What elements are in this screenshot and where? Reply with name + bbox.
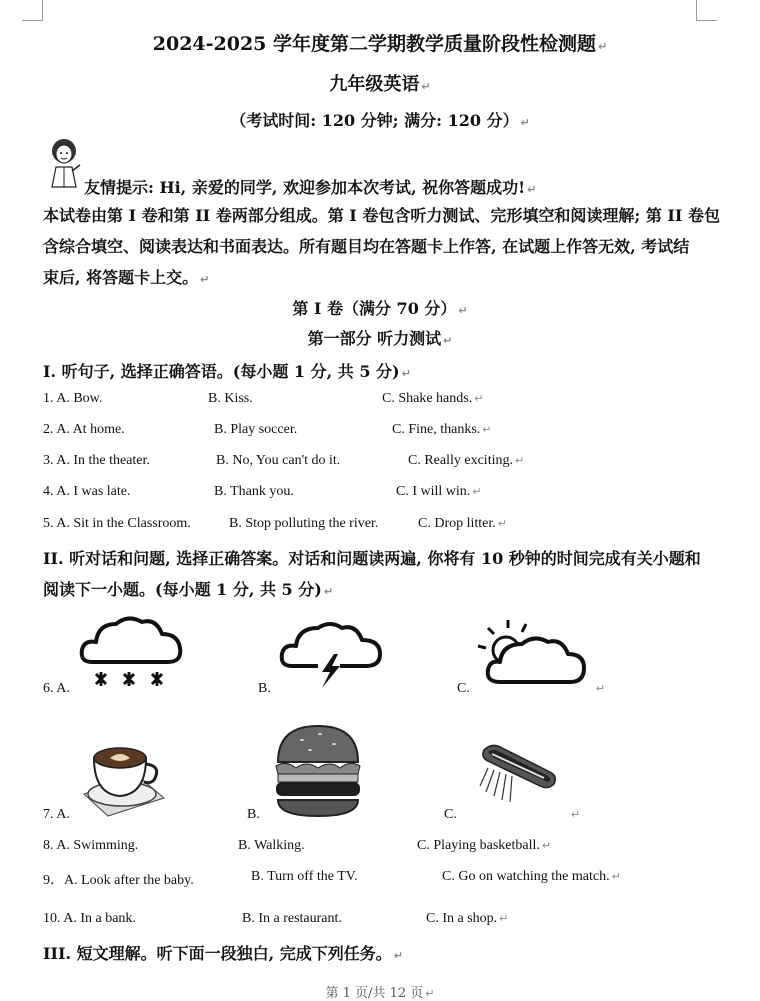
q8-option-b: B. Walking.	[238, 838, 305, 853]
section1-title: 第一部分 听力测试 ↵	[307, 329, 453, 348]
exam-info: （考试时间: 120 分钟; 满分: 120 分） ↵	[230, 111, 530, 130]
q8-option-c: C. Playing basketball. ↵	[417, 838, 552, 853]
q3-option-c: C. Really exciting. ↵	[408, 453, 525, 468]
q4-option-c: C. I will win. ↵	[396, 484, 482, 499]
q10-option-b: B. In a restaurant.	[242, 911, 342, 926]
part1-title: 第 Ⅰ 卷（满分 70 分） ↵	[292, 299, 468, 318]
q9-option-a: 9．A. Look after the baby.	[43, 873, 194, 888]
q7-option-c: C. ↵	[444, 807, 581, 822]
q9-option-b: B. Turn off the TV.	[251, 869, 358, 884]
thunder-cloud-icon	[278, 620, 384, 692]
q7-option-a: 7. A.	[43, 807, 70, 822]
crop-mark-left	[22, 0, 43, 21]
intro-line-1: 本试卷由第 I 卷和第 II 卷两部分组成。第 I 卷包含听力测试、完形填空和阅读理解; 第 II 卷包	[43, 206, 720, 225]
q1-option-b: B. Kiss.	[208, 391, 253, 406]
q2-option-c: C. Fine, thanks. ↵	[392, 422, 492, 437]
q10-option-a: 10. A. In a bank.	[43, 911, 136, 926]
exam-title: 2024-2025 学年度第二学期教学质量阶段性检测题 ↵	[152, 33, 608, 55]
section3-question: III. 短文理解。听下面一段独白, 完成下列任务。 ↵	[43, 944, 403, 963]
q8-option-a: 8. A. Swimming.	[43, 838, 139, 853]
q7-option-b: B.	[247, 807, 260, 822]
q5-option-b: B. Stop polluting the river.	[229, 516, 379, 531]
q3-option-a: 3. A. In the theater.	[43, 453, 150, 468]
q4-option-b: B. Thank you.	[214, 484, 294, 499]
q6-option-c: C. ↵	[457, 681, 606, 696]
hotdog-icon	[478, 742, 560, 806]
teacher-avatar-icon	[44, 137, 84, 189]
q1-option-a: 1. A. Bow.	[43, 391, 103, 406]
q1-option-c: C. Shake hands. ↵	[382, 391, 484, 406]
page-footer: 第 1 页/共 12 页 ↵	[325, 986, 435, 1001]
q9-option-c: C. Go on watching the match. ↵	[442, 869, 621, 884]
q5-option-c: C. Drop litter. ↵	[418, 516, 507, 531]
hamburger-icon	[272, 722, 364, 818]
coffee-cup-icon	[78, 734, 166, 820]
friendly-tip: 友情提示: Hi, 亲爱的同学, 欢迎参加本次考试, 祝你答题成功! ↵	[84, 178, 537, 197]
subject-title: 九年级英语 ↵	[329, 74, 431, 95]
intro-line-3: 束后, 将答题卡上交。 ↵	[43, 268, 210, 287]
snow-cloud-icon	[78, 612, 184, 692]
q10-option-c: C. In a shop. ↵	[426, 911, 509, 926]
q6-option-b: B.	[258, 681, 271, 696]
q4-option-a: 4. A. I was late.	[43, 484, 131, 499]
q6-option-a: 6. A.	[43, 681, 70, 696]
q5-option-a: 5. A. Sit in the Classroom.	[43, 516, 191, 531]
crop-mark-right	[696, 0, 717, 21]
section2-question-line-1: II. 听对话和问题, 选择正确答案。对话和问题读两遍, 你将有 10 秒钟的时间完成有关小题和	[43, 549, 701, 568]
intro-line-2: 含综合填空、阅读表达和书面表达。所有题目均在答题卡上作答, 在试题上作答无效, 考试结	[43, 237, 690, 256]
section2-question-line-2: 阅读下一小题。(每小题 1 分, 共 5 分) ↵	[43, 580, 334, 599]
q3-option-b: B. No, You can't do it.	[216, 453, 341, 468]
q2-option-a: 2. A. At home.	[43, 422, 125, 437]
sun-cloud-icon	[476, 620, 590, 690]
q2-option-b: B. Play soccer.	[214, 422, 298, 437]
section1-question: I. 听句子, 选择正确答语。(每小题 1 分, 共 5 分) ↵	[43, 362, 411, 381]
